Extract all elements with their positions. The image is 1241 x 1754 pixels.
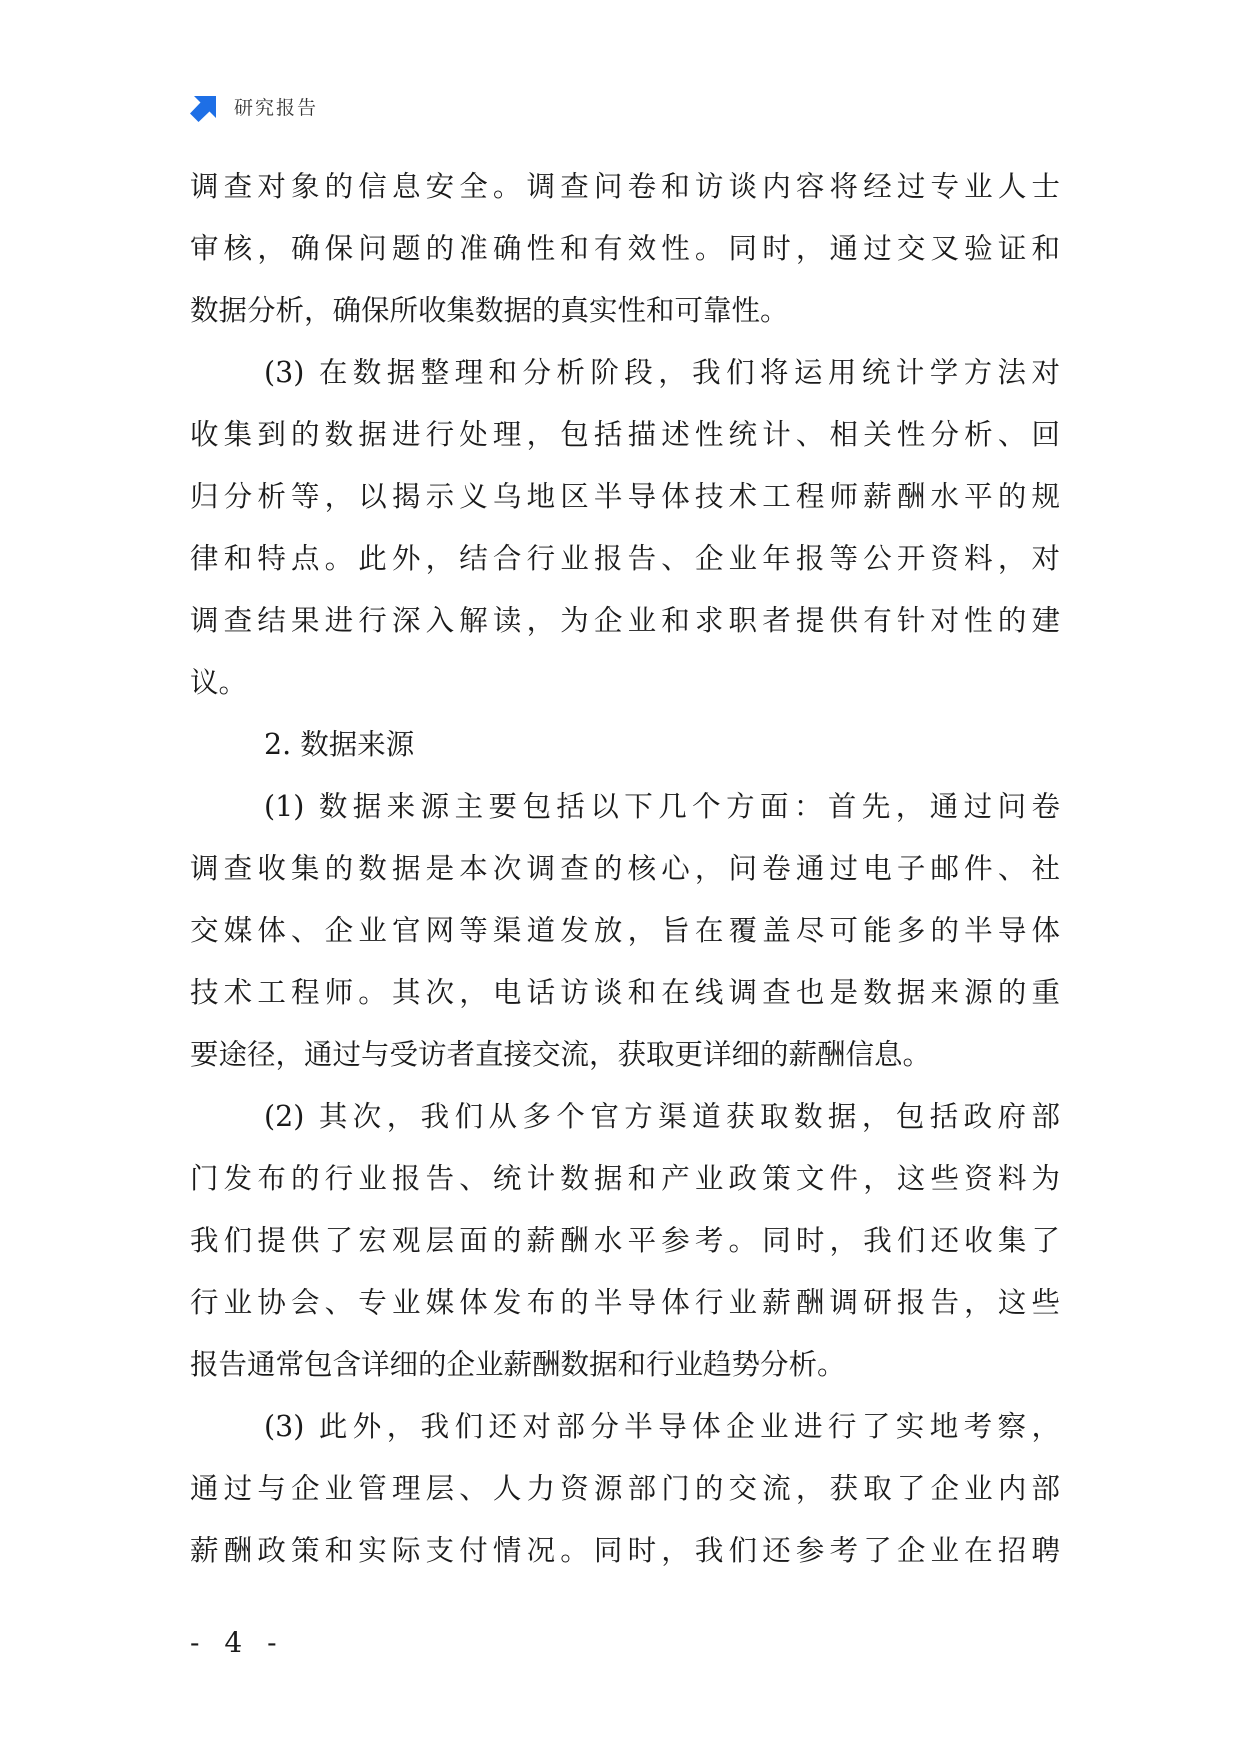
text-line: 行业协会、专业媒体发布的半导体行业薪酬调研报告，这些 [190,1286,1060,1319]
paragraph [190,1396,1060,1582]
text-line: 收集到的数据进行处理，包括描述性统计、相关性分析、回 [190,418,1060,451]
paragraph [190,156,1060,342]
text-line: 我们提供了宏观层面的薪酬水平参考。同时，我们还收集了 [190,1224,1060,1257]
text-line: 审核，确保问题的准确性和有效性。同时，通过交叉验证和 [190,232,1060,265]
text-line: (1) 数据来源主要包括以下几个方面：首先，通过问卷 [264,790,1060,823]
page-number: - 4 - [190,1626,285,1659]
text-line: (3) 在数据整理和分析阶段，我们将运用统计学方法对 [264,356,1060,389]
text-line: 调查收集的数据是本次调查的核心，问卷通过电子邮件、社 [190,852,1060,885]
text-line: 报告通常包含详细的企业薪酬数据和行业趋势分析。 [190,1348,846,1381]
arrow-up-right-icon [190,90,222,122]
text-line: 薪酬政策和实际支付情况。同时，我们还参考了企业在招聘 [190,1534,1060,1567]
header-title: 研究报告 [234,96,319,119]
text-line: (3) 此外，我们还对部分半导体企业进行了实地考察， [264,1410,1060,1443]
page-header [190,88,318,124]
paragraph [190,776,1060,1086]
text-line: 律和特点。此外，结合行业报告、企业年报等公开资料，对 [190,542,1060,575]
text-line: 调查结果进行深入解读，为企业和求职者提供有针对性的建 [190,604,1060,637]
text-line: 门发布的行业报告、统计数据和产业政策文件，这些资料为 [190,1162,1060,1195]
text-line: 要途径，通过与受访者直接交流，获取更详细的薪酬信息。 [190,1038,932,1071]
paragraph [190,1086,1060,1396]
text-line: 调查对象的信息安全。调查问卷和访谈内容将经过专业人士 [190,170,1060,203]
text-line: 议。 [190,666,248,699]
text-line: (2) 其次，我们从多个官方渠道获取数据，包括政府部 [264,1100,1060,1133]
text-line: 归分析等，以揭示义乌地区半导体技术工程师薪酬水平的规 [190,480,1060,513]
section-heading-text: 2. 数据来源 [264,728,415,761]
text-line: 交媒体、企业官网等渠道发放，旨在覆盖尽可能多的半导体 [190,914,1060,947]
text-line: 数据分析，确保所收集数据的真实性和可靠性。 [190,294,789,327]
section-heading [190,714,1060,776]
document-body [190,156,1060,1582]
paragraph [190,342,1060,714]
text-line: 通过与企业管理层、人力资源部门的交流，获取了企业内部 [190,1472,1060,1505]
text-line: 技术工程师。其次，电话访谈和在线调查也是数据来源的重 [190,976,1060,1009]
